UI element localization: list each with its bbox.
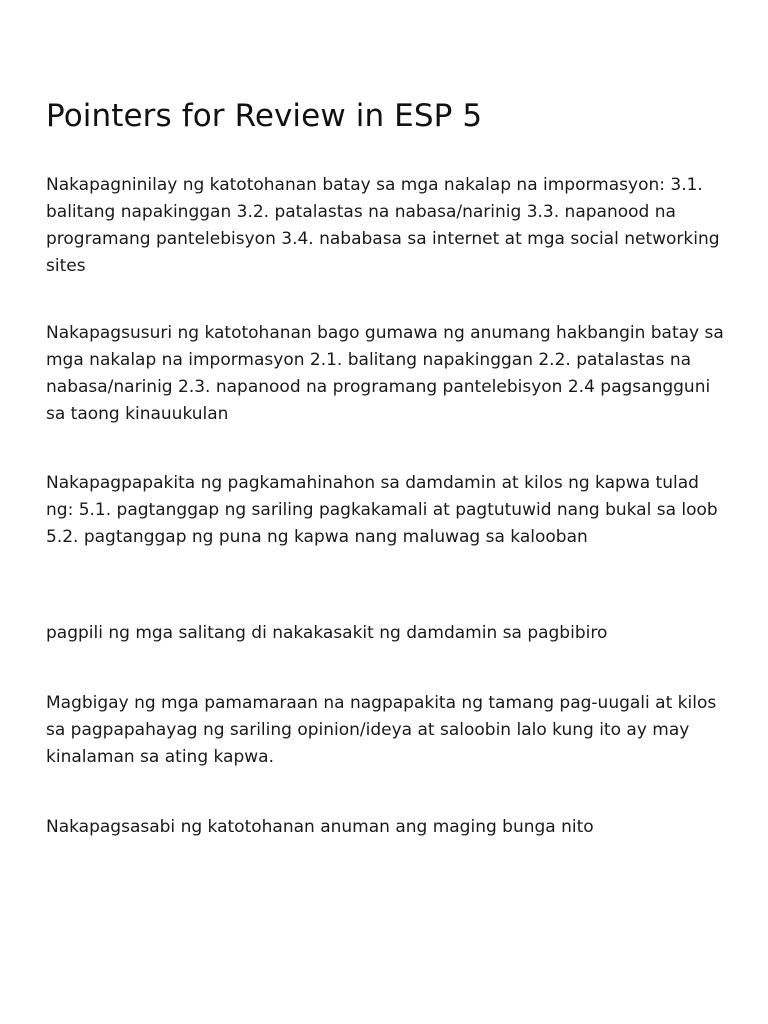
review-pointer-paragraph: Nakapagpapakita ng pagkamahinahon sa damdamin at kilos ng kapwa tulad ng: 5.1. pagtanggap ng sariling pagkakamali at pagtutuwid nang bukal sa loob 5.2. pagtanggap ng puna ng kapwa nang maluwag sa kalooban (46, 473, 718, 547)
review-pointer-paragraph: Nakapagsusuri ng katotohanan bago gumawa ng anumang hakbangin batay sa mga nakalap na impormasyon 2.1. balitang napakinggan 2.2. patalastas na nabasa/narinig 2.3. napanood na programang pantelebisyon 2.4 pagsangguni sa taong kinauukulan (46, 323, 724, 424)
review-pointer-paragraph: Nakapagsasabi ng katotohanan anuman ang maging bunga nito (46, 817, 594, 837)
review-pointer-paragraph: pagpili ng mga salitang di nakakasakit ng damdamin sa pagbibiro (46, 623, 608, 643)
page-title: Pointers for Review in ESP 5 (46, 98, 483, 134)
review-pointer-paragraph: Magbigay ng mga pamamaraan na nagpapakita ng tamang pag-uugali at kilos sa pagpapahayag ng sariling opinion/ideya at saloobin lalo kung ito ay may kinalaman sa ating kapwa. (46, 693, 717, 767)
review-pointer-paragraph: Nakapagninilay ng katotohanan batay sa mga nakalap na impormasyon: 3.1. balitang napakinggan 3.2. patalastas na nabasa/narinig 3.3. napanood na programang pantelebisyon 3.4. nababasa sa internet at mga social networking sites (46, 175, 720, 276)
